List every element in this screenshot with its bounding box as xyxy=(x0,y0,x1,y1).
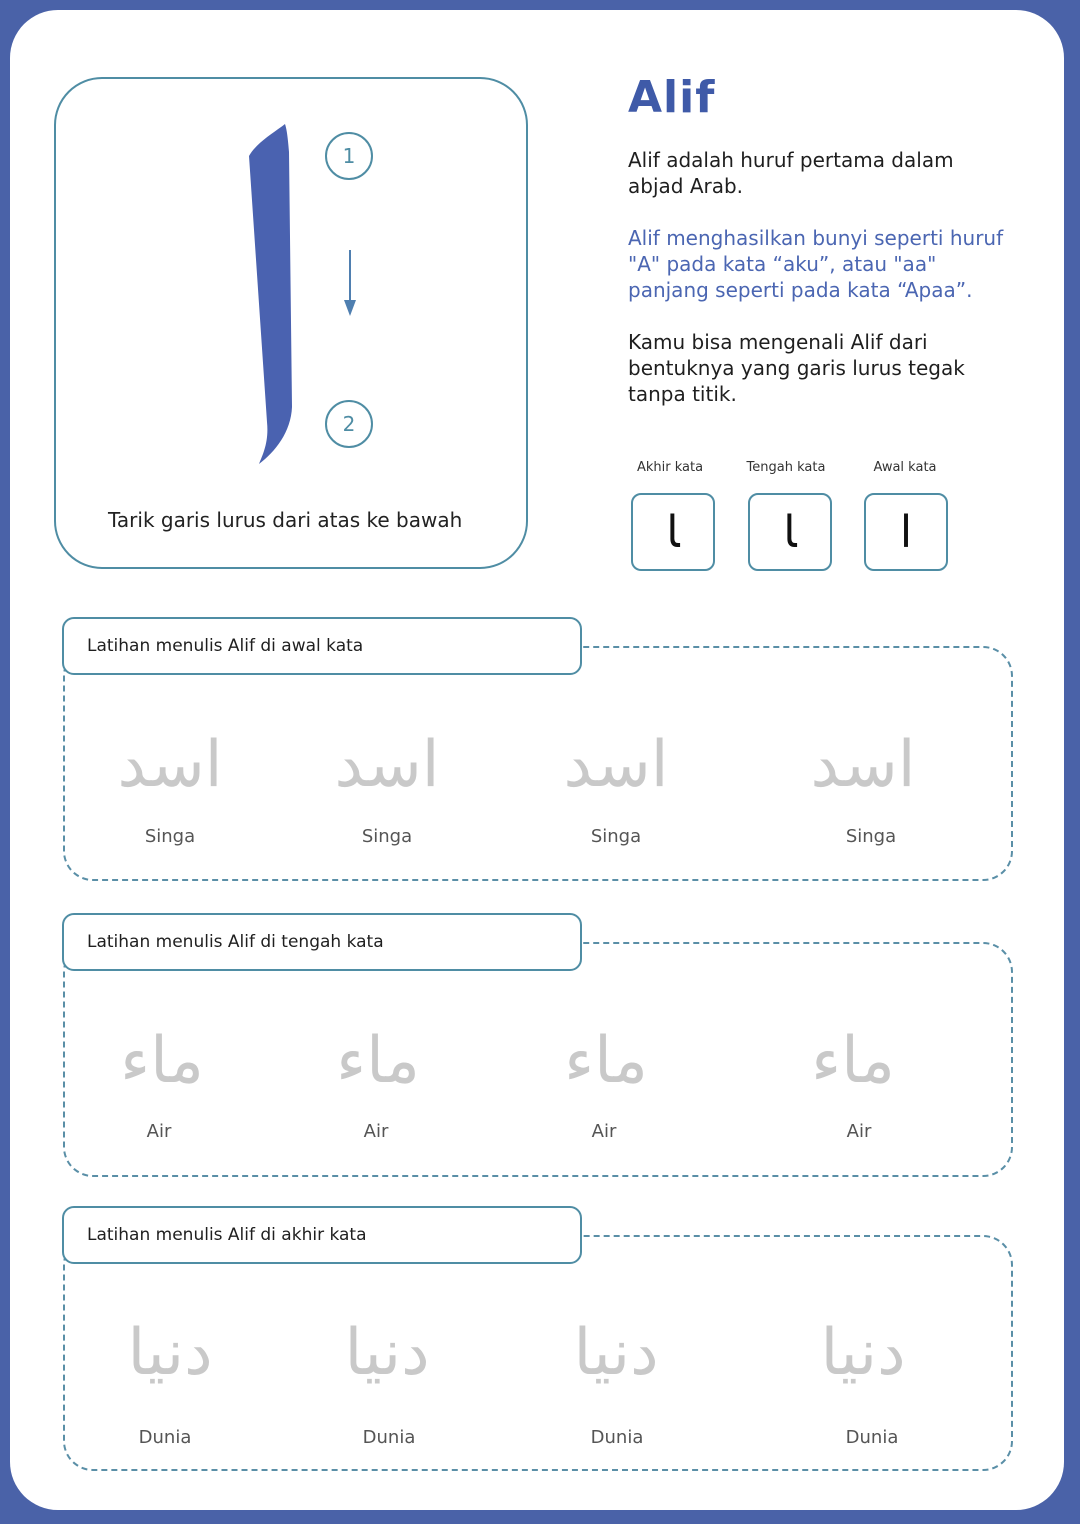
tracing-word[interactable]: دنيا xyxy=(820,1316,906,1390)
letter-title: Alif xyxy=(628,72,716,123)
alif-stroke-illustration xyxy=(245,122,305,467)
form-label-middle: Tengah kata xyxy=(746,460,826,475)
form-box-start: ا xyxy=(864,493,948,571)
tracing-word[interactable]: اسد xyxy=(810,728,916,802)
tracing-word[interactable]: ماء xyxy=(120,1024,204,1098)
word-meaning: Singa xyxy=(144,826,196,847)
tracing-word[interactable]: اسد xyxy=(334,728,440,802)
word-meaning: Singa xyxy=(845,826,897,847)
tracing-word[interactable]: اسد xyxy=(117,728,223,802)
tracing-word[interactable]: دنيا xyxy=(573,1316,659,1390)
description-paragraph-2: Alif menghasilkan bunyi seperti huruf "A" pada kata “aku”, atau "aa" panjang seperti pada kata “Apaa”. xyxy=(628,226,1004,302)
word-meaning: Dunia xyxy=(362,1427,416,1448)
word-meaning: Singa xyxy=(361,826,413,847)
word-meaning: Dunia xyxy=(590,1427,644,1448)
tracing-word[interactable]: اسد xyxy=(563,728,669,802)
step-2-badge: 2 xyxy=(325,400,373,448)
word-meaning: Dunia xyxy=(138,1427,192,1448)
word-meaning: Dunia xyxy=(845,1427,899,1448)
step-1-badge: 1 xyxy=(325,132,373,180)
tracing-word[interactable]: ماء xyxy=(336,1024,420,1098)
word-meaning: Air xyxy=(146,1121,172,1142)
description-paragraph-3: Kamu bisa mengenali Alif dari bentuknya yang garis lurus tegak tanpa titik. xyxy=(628,330,965,406)
section-title-start: Latihan menulis Alif di awal kata xyxy=(62,617,582,675)
form-label-end: Akhir kata xyxy=(636,460,704,475)
form-box-end: ﺎ xyxy=(631,493,715,571)
stroke-instruction: Tarik garis lurus dari atas ke bawah xyxy=(108,508,463,532)
tracing-word[interactable]: دنيا xyxy=(127,1316,213,1390)
word-meaning: Singa xyxy=(590,826,642,847)
section-title-middle: Latihan menulis Alif di tengah kata xyxy=(62,913,582,971)
form-label-start: Awal kata xyxy=(873,460,937,475)
word-meaning: Air xyxy=(846,1121,872,1142)
description-paragraph-1: Alif adalah huruf pertama dalam abjad Arab. xyxy=(628,148,954,198)
form-box-middle: ﺎ xyxy=(748,493,832,571)
tracing-word[interactable]: دنيا xyxy=(344,1316,430,1390)
word-meaning: Air xyxy=(591,1121,617,1142)
tracing-word[interactable]: ماء xyxy=(564,1024,648,1098)
tracing-word[interactable]: ماء xyxy=(811,1024,895,1098)
arrow-down-icon xyxy=(340,250,360,318)
section-title-end: Latihan menulis Alif di akhir kata xyxy=(62,1206,582,1264)
word-meaning: Air xyxy=(363,1121,389,1142)
